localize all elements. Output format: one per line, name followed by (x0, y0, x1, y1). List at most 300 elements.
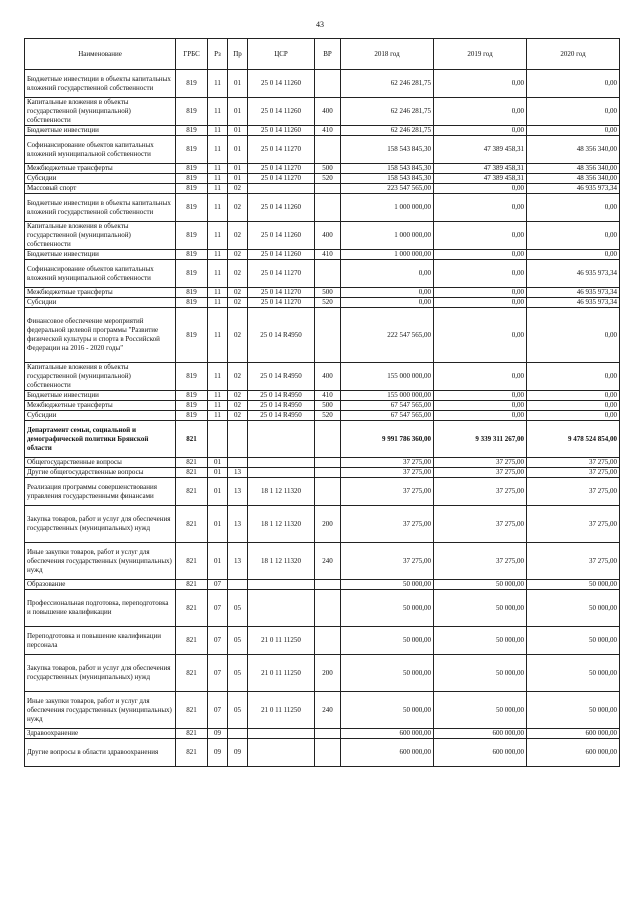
header-vr: ВР (315, 39, 341, 70)
cell-2020: 0,00 (527, 308, 620, 363)
cell-name: Общегосударственные вопросы (25, 458, 176, 468)
cell-2020: 0,00 (527, 222, 620, 250)
cell-name: Массовый спорт (25, 184, 176, 194)
table-row (25, 184, 620, 194)
cell-pr: 05 (228, 655, 248, 692)
cell-vr (315, 739, 341, 767)
cell-rz: 11 (208, 411, 228, 421)
cell-csr (248, 421, 315, 458)
cell-2018: 0,00 (341, 260, 434, 288)
cell-2020: 37 275,00 (527, 506, 620, 543)
cell-2020: 0,00 (527, 70, 620, 98)
cell-2018: 155 000 000,00 (341, 391, 434, 401)
cell-2020: 0,00 (527, 250, 620, 260)
cell-vr: 500 (315, 288, 341, 298)
cell-name: Здравоохранение (25, 729, 176, 739)
table-row (25, 222, 620, 250)
cell-2019: 37 275,00 (434, 478, 527, 506)
cell-pr: 01 (228, 126, 248, 136)
cell-rz: 11 (208, 174, 228, 184)
cell-rz: 07 (208, 655, 228, 692)
cell-pr (228, 421, 248, 458)
cell-2019: 37 275,00 (434, 506, 527, 543)
cell-csr: 18 1 12 11320 (248, 506, 315, 543)
cell-name: Бюджетные инвестиции в объекты капитальных вложений государственной собственности (25, 70, 176, 98)
cell-2019: 0,00 (434, 194, 527, 222)
cell-2019: 37 275,00 (434, 543, 527, 580)
cell-pr: 02 (228, 194, 248, 222)
cell-pr: 05 (228, 590, 248, 627)
cell-vr: 400 (315, 222, 341, 250)
cell-rz: 11 (208, 391, 228, 401)
cell-vr: 240 (315, 543, 341, 580)
cell-csr (248, 590, 315, 627)
cell-2018: 158 543 845,30 (341, 164, 434, 174)
cell-2020: 0,00 (527, 98, 620, 126)
cell-pr: 13 (228, 468, 248, 478)
table-row (25, 126, 620, 136)
cell-grbs: 819 (176, 250, 208, 260)
cell-vr: 410 (315, 126, 341, 136)
cell-2020: 48 356 340,00 (527, 164, 620, 174)
cell-2019: 0,00 (434, 98, 527, 126)
cell-csr (248, 739, 315, 767)
cell-2020: 0,00 (527, 391, 620, 401)
header-2018: 2018 год (341, 39, 434, 70)
cell-name: Образование (25, 580, 176, 590)
cell-csr: 25 0 14 11270 (248, 136, 315, 164)
cell-pr: 13 (228, 506, 248, 543)
cell-2018: 1 000 000,00 (341, 222, 434, 250)
cell-2019: 0,00 (434, 126, 527, 136)
cell-name: Субсидии (25, 298, 176, 308)
cell-2020: 46 935 973,34 (527, 298, 620, 308)
cell-vr (315, 308, 341, 363)
cell-csr: 25 0 14 11260 (248, 70, 315, 98)
cell-2019: 0,00 (434, 222, 527, 250)
cell-2018: 0,00 (341, 298, 434, 308)
cell-name: Софинансирование объектов капитальных вложений муниципальной собственности (25, 136, 176, 164)
cell-2020: 37 275,00 (527, 543, 620, 580)
table-row (25, 411, 620, 421)
cell-2019: 50 000,00 (434, 655, 527, 692)
cell-csr: 18 1 12 11320 (248, 478, 315, 506)
cell-csr: 25 0 14 R4950 (248, 363, 315, 391)
cell-vr: 410 (315, 391, 341, 401)
cell-rz: 11 (208, 298, 228, 308)
cell-2020: 48 356 340,00 (527, 174, 620, 184)
cell-pr: 02 (228, 363, 248, 391)
table-row (25, 194, 620, 222)
page-number: 43 (316, 20, 324, 29)
cell-pr: 13 (228, 478, 248, 506)
cell-2018: 50 000,00 (341, 590, 434, 627)
table-row (25, 260, 620, 288)
cell-rz: 01 (208, 478, 228, 506)
cell-vr: 520 (315, 411, 341, 421)
cell-name: Капитальные вложения в объекты государственной (муниципальной) собственности (25, 363, 176, 391)
cell-2018: 67 547 565,00 (341, 411, 434, 421)
cell-grbs: 821 (176, 478, 208, 506)
cell-vr: 500 (315, 164, 341, 174)
cell-csr: 25 0 14 11260 (248, 194, 315, 222)
table-row (25, 543, 620, 580)
cell-2020: 0,00 (527, 411, 620, 421)
cell-rz: 11 (208, 401, 228, 411)
table-row (25, 627, 620, 655)
cell-2020: 9 478 524 854,00 (527, 421, 620, 458)
cell-grbs: 819 (176, 70, 208, 98)
table-row (25, 164, 620, 174)
table-row (25, 580, 620, 590)
cell-grbs: 819 (176, 308, 208, 363)
cell-grbs: 819 (176, 222, 208, 250)
cell-name: Закупка товаров, работ и услуг для обеспечения государственных (муниципальных) нужд (25, 655, 176, 692)
cell-grbs: 821 (176, 421, 208, 458)
table-row (25, 70, 620, 98)
cell-2019: 0,00 (434, 298, 527, 308)
cell-grbs: 819 (176, 260, 208, 288)
header-2020: 2020 год (527, 39, 620, 70)
cell-2020: 46 935 973,34 (527, 184, 620, 194)
cell-2018: 158 543 845,30 (341, 174, 434, 184)
cell-pr: 02 (228, 184, 248, 194)
cell-vr (315, 184, 341, 194)
cell-csr: 21 0 11 11250 (248, 692, 315, 729)
cell-csr: 18 1 12 11320 (248, 543, 315, 580)
cell-rz: 11 (208, 222, 228, 250)
cell-2020: 37 275,00 (527, 458, 620, 468)
cell-2018: 62 246 281,75 (341, 98, 434, 126)
budget-table (24, 38, 620, 767)
cell-2019: 47 389 458,31 (434, 136, 527, 164)
cell-vr (315, 458, 341, 468)
cell-2019: 0,00 (434, 401, 527, 411)
cell-2019: 37 275,00 (434, 468, 527, 478)
cell-pr: 02 (228, 222, 248, 250)
cell-vr (315, 627, 341, 655)
cell-grbs: 819 (176, 411, 208, 421)
cell-pr (228, 580, 248, 590)
cell-rz: 07 (208, 580, 228, 590)
cell-2018: 37 275,00 (341, 478, 434, 506)
cell-vr (315, 590, 341, 627)
cell-rz: 11 (208, 164, 228, 174)
table-row (25, 478, 620, 506)
cell-pr: 09 (228, 739, 248, 767)
cell-grbs: 821 (176, 692, 208, 729)
table-row (25, 298, 620, 308)
table-row (25, 136, 620, 164)
table-row (25, 174, 620, 184)
cell-grbs: 821 (176, 468, 208, 478)
cell-2019: 50 000,00 (434, 692, 527, 729)
cell-2018: 600 000,00 (341, 729, 434, 739)
cell-2019: 0,00 (434, 411, 527, 421)
cell-grbs: 819 (176, 136, 208, 164)
cell-csr: 25 0 14 11270 (248, 174, 315, 184)
cell-vr (315, 70, 341, 98)
cell-pr: 01 (228, 98, 248, 126)
cell-vr: 410 (315, 250, 341, 260)
table-row (25, 729, 620, 739)
cell-2020: 37 275,00 (527, 478, 620, 506)
table-row (25, 250, 620, 260)
cell-rz: 11 (208, 288, 228, 298)
cell-rz: 11 (208, 136, 228, 164)
cell-vr: 500 (315, 401, 341, 411)
cell-2020: 50 000,00 (527, 627, 620, 655)
cell-2020: 50 000,00 (527, 655, 620, 692)
cell-pr: 02 (228, 308, 248, 363)
cell-name: Капитальные вложения в объекты государственной (муниципальной) собственности (25, 222, 176, 250)
cell-2018: 222 547 565,00 (341, 308, 434, 363)
cell-rz: 07 (208, 627, 228, 655)
cell-csr (248, 468, 315, 478)
table-row (25, 506, 620, 543)
cell-2018: 158 543 845,30 (341, 136, 434, 164)
header-csr: ЦСР (248, 39, 315, 70)
cell-rz: 01 (208, 458, 228, 468)
table-row (25, 401, 620, 411)
header-rz: Рз (208, 39, 228, 70)
cell-csr: 25 0 14 11270 (248, 260, 315, 288)
cell-vr: 520 (315, 298, 341, 308)
cell-name: Субсидии (25, 411, 176, 421)
cell-2019: 50 000,00 (434, 590, 527, 627)
table-row (25, 655, 620, 692)
cell-2018: 50 000,00 (341, 627, 434, 655)
header-grbs: ГРБС (176, 39, 208, 70)
cell-2019: 0,00 (434, 363, 527, 391)
cell-2018: 37 275,00 (341, 543, 434, 580)
cell-csr: 25 0 14 11270 (248, 164, 315, 174)
cell-2020: 48 356 340,00 (527, 136, 620, 164)
cell-vr: 200 (315, 506, 341, 543)
table-row (25, 363, 620, 391)
cell-csr: 25 0 14 11260 (248, 250, 315, 260)
table-row (25, 590, 620, 627)
cell-rz: 07 (208, 590, 228, 627)
cell-csr (248, 458, 315, 468)
cell-rz: 11 (208, 184, 228, 194)
cell-grbs: 821 (176, 590, 208, 627)
cell-name: Софинансирование объектов капитальных вложений муниципальной собственности (25, 260, 176, 288)
cell-name: Иные закупки товаров, работ и услуг для обеспечения государственных (муниципальных) нужд (25, 543, 176, 580)
cell-name: Закупка товаров, работ и услуг для обеспечения государственных (муниципальных) нужд (25, 506, 176, 543)
table-row (25, 458, 620, 468)
cell-2018: 155 000 000,00 (341, 363, 434, 391)
cell-2020: 50 000,00 (527, 590, 620, 627)
cell-grbs: 821 (176, 739, 208, 767)
cell-name: Межбюджетные трансферты (25, 164, 176, 174)
cell-csr: 25 0 14 R4950 (248, 411, 315, 421)
cell-grbs: 821 (176, 580, 208, 590)
cell-vr (315, 136, 341, 164)
cell-rz: 09 (208, 739, 228, 767)
cell-2019: 37 275,00 (434, 458, 527, 468)
cell-vr (315, 194, 341, 222)
cell-grbs: 821 (176, 543, 208, 580)
cell-2018: 50 000,00 (341, 580, 434, 590)
cell-rz: 07 (208, 692, 228, 729)
cell-pr: 02 (228, 391, 248, 401)
cell-rz: 01 (208, 468, 228, 478)
cell-2020: 50 000,00 (527, 692, 620, 729)
cell-grbs: 819 (176, 391, 208, 401)
cell-name: Межбюджетные трансферты (25, 288, 176, 298)
cell-csr: 25 0 14 11260 (248, 126, 315, 136)
cell-csr: 25 0 14 11260 (248, 222, 315, 250)
cell-csr: 25 0 14 R4950 (248, 391, 315, 401)
cell-vr: 200 (315, 655, 341, 692)
cell-2018: 1 000 000,00 (341, 194, 434, 222)
cell-name: Другие вопросы в области здравоохранения (25, 739, 176, 767)
table-row (25, 98, 620, 126)
cell-vr: 400 (315, 98, 341, 126)
cell-grbs: 821 (176, 506, 208, 543)
cell-2019: 50 000,00 (434, 627, 527, 655)
cell-vr: 240 (315, 692, 341, 729)
cell-2018: 62 246 281,75 (341, 126, 434, 136)
cell-vr: 520 (315, 174, 341, 184)
table-row (25, 288, 620, 298)
cell-pr: 02 (228, 288, 248, 298)
cell-grbs: 819 (176, 98, 208, 126)
cell-name: Межбюджетные трансферты (25, 401, 176, 411)
cell-name: Бюджетные инвестиции (25, 126, 176, 136)
cell-2019: 0,00 (434, 288, 527, 298)
header-name: Наименование (25, 39, 176, 70)
cell-2019: 0,00 (434, 260, 527, 288)
cell-2020: 600 000,00 (527, 739, 620, 767)
cell-2019: 600 000,00 (434, 729, 527, 739)
cell-grbs: 819 (176, 288, 208, 298)
cell-grbs: 819 (176, 126, 208, 136)
cell-csr: 21 0 11 11250 (248, 655, 315, 692)
cell-grbs: 821 (176, 655, 208, 692)
cell-csr: 25 0 14 R4950 (248, 401, 315, 411)
table-row (25, 468, 620, 478)
cell-pr: 02 (228, 401, 248, 411)
table-row (25, 421, 620, 458)
cell-name: Иные закупки товаров, работ и услуг для обеспечения государственных (муниципальных) нужд (25, 692, 176, 729)
cell-grbs: 819 (176, 184, 208, 194)
cell-csr (248, 729, 315, 739)
cell-pr: 02 (228, 298, 248, 308)
cell-vr (315, 580, 341, 590)
table-body (25, 70, 620, 767)
cell-2018: 67 547 565,00 (341, 401, 434, 411)
cell-pr: 13 (228, 543, 248, 580)
cell-pr: 05 (228, 627, 248, 655)
cell-2018: 50 000,00 (341, 655, 434, 692)
cell-rz: 11 (208, 126, 228, 136)
cell-2018: 9 991 786 360,00 (341, 421, 434, 458)
cell-2019: 9 339 311 267,00 (434, 421, 527, 458)
cell-2019: 0,00 (434, 391, 527, 401)
cell-grbs: 819 (176, 174, 208, 184)
cell-csr (248, 580, 315, 590)
cell-vr (315, 421, 341, 458)
header-2019: 2019 год (434, 39, 527, 70)
cell-2019: 600 000,00 (434, 739, 527, 767)
cell-pr: 02 (228, 260, 248, 288)
cell-grbs: 819 (176, 298, 208, 308)
cell-grbs: 819 (176, 194, 208, 222)
cell-grbs: 821 (176, 458, 208, 468)
cell-2020: 46 935 973,34 (527, 260, 620, 288)
table-row (25, 739, 620, 767)
cell-rz: 11 (208, 98, 228, 126)
cell-rz: 11 (208, 308, 228, 363)
cell-rz: 01 (208, 543, 228, 580)
cell-2019: 0,00 (434, 250, 527, 260)
table-row (25, 391, 620, 401)
cell-2020: 0,00 (527, 401, 620, 411)
cell-rz: 11 (208, 363, 228, 391)
cell-2020: 0,00 (527, 194, 620, 222)
cell-2019: 0,00 (434, 70, 527, 98)
cell-2020: 37 275,00 (527, 468, 620, 478)
cell-pr: 02 (228, 411, 248, 421)
cell-rz: 09 (208, 729, 228, 739)
cell-rz: 11 (208, 260, 228, 288)
cell-csr: 25 0 14 11270 (248, 298, 315, 308)
cell-pr (228, 458, 248, 468)
cell-rz: 11 (208, 194, 228, 222)
cell-name: Департамент семьи, социальной и демографической политики Брянской области (25, 421, 176, 458)
cell-pr: 01 (228, 174, 248, 184)
cell-vr (315, 468, 341, 478)
cell-name: Субсидии (25, 174, 176, 184)
table-row (25, 692, 620, 729)
cell-2019: 0,00 (434, 184, 527, 194)
cell-name: Капитальные вложения в объекты государственной (муниципальной) собственности (25, 98, 176, 126)
cell-csr: 25 0 14 11270 (248, 288, 315, 298)
cell-rz: 01 (208, 506, 228, 543)
cell-2019: 0,00 (434, 308, 527, 363)
cell-name: Бюджетные инвестиции (25, 391, 176, 401)
cell-csr: 25 0 14 11260 (248, 98, 315, 126)
cell-2018: 37 275,00 (341, 458, 434, 468)
cell-name: Переподготовка и повышение квалификации персонала (25, 627, 176, 655)
cell-2019: 50 000,00 (434, 580, 527, 590)
cell-2018: 0,00 (341, 288, 434, 298)
table-header-row (25, 39, 620, 70)
cell-2020: 46 935 973,34 (527, 288, 620, 298)
cell-2020: 600 000,00 (527, 729, 620, 739)
header-pr: Пр (228, 39, 248, 70)
cell-pr: 05 (228, 692, 248, 729)
cell-pr (228, 729, 248, 739)
cell-2020: 50 000,00 (527, 580, 620, 590)
cell-csr (248, 184, 315, 194)
cell-name: Другие общегосударственные вопросы (25, 468, 176, 478)
cell-2018: 223 547 565,00 (341, 184, 434, 194)
cell-grbs: 819 (176, 363, 208, 391)
cell-2019: 47 389 458,31 (434, 174, 527, 184)
cell-vr (315, 478, 341, 506)
cell-pr: 01 (228, 136, 248, 164)
cell-name: Профессиональная подготовка, переподготовка и повышение квалификации (25, 590, 176, 627)
cell-pr: 01 (228, 164, 248, 174)
cell-vr: 400 (315, 363, 341, 391)
cell-pr: 01 (228, 70, 248, 98)
cell-name: Финансовое обеспечение мероприятий федеральной целевой программы "Развитие физической культуры и спорта в Российской Федерации на 2016 - 2020 годы" (25, 308, 176, 363)
cell-2018: 37 275,00 (341, 468, 434, 478)
cell-csr: 21 0 11 11250 (248, 627, 315, 655)
